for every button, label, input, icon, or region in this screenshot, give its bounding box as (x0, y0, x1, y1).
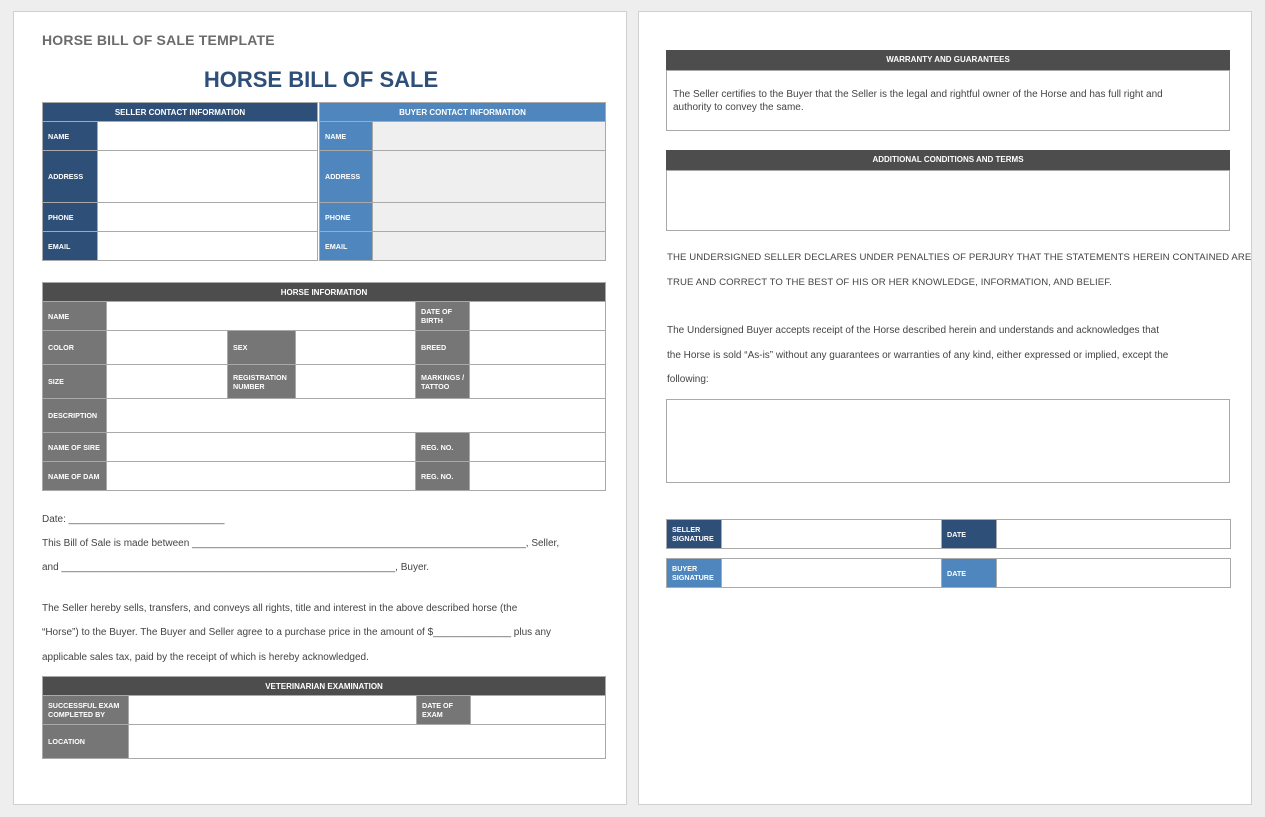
dam-reg-no-field[interactable] (470, 462, 606, 491)
date-of-exam-label: DATE OF EXAM (417, 696, 471, 725)
signature-table (666, 519, 1231, 549)
buyer-phone-label: PHONE (320, 203, 373, 232)
registration-number-field[interactable] (296, 365, 416, 399)
seller-address-label: ADDRESS (43, 151, 98, 203)
additional-terms-field[interactable] (666, 170, 1230, 231)
seller-date-label: DATE (942, 520, 997, 549)
sex-field[interactable] (296, 331, 416, 365)
date-of-exam-field[interactable] (471, 696, 606, 725)
contact-info-table (42, 102, 606, 261)
made-between-line: This Bill of Sale is made between ____________________________________________________________, Seller, (42, 538, 560, 549)
horse-name-field[interactable] (107, 302, 416, 331)
buyer-name-field[interactable] (373, 122, 606, 151)
breed-field[interactable] (470, 331, 606, 365)
breed-label: BREED (416, 331, 470, 365)
buyer-signature-field[interactable] (722, 559, 942, 588)
date-of-birth-label: DATE OF BIRTH (416, 302, 470, 331)
buyer-email-field[interactable] (373, 232, 606, 261)
declaration-line-1: THE UNDERSIGNED SELLER DECLARES UNDER PENALTIES OF PERJURY THAT THE STATEMENTS HEREIN CONTAINED ARE (667, 252, 1252, 263)
seller-phone-label: PHONE (43, 203, 98, 232)
seller-address-field[interactable] (98, 151, 318, 203)
horse-info-table (42, 282, 606, 491)
buyer-address-field[interactable] (373, 151, 606, 203)
registration-number-label: REGISTRATION NUMBER (228, 365, 296, 399)
date-of-birth-field[interactable] (470, 302, 606, 331)
buyer-signature-label: BUYER SIGNATURE (667, 559, 722, 588)
horse-name-label: NAME (43, 302, 107, 331)
sale-paragraph-line-3: applicable sales tax, paid by the receipt of which is hereby acknowledged. (42, 652, 369, 663)
seller-email-field[interactable] (98, 232, 318, 261)
buyer-signature-table (666, 558, 1231, 588)
seller-phone-field[interactable] (98, 203, 318, 232)
size-label: SIZE (43, 365, 107, 399)
buyer-date-label: DATE (942, 559, 997, 588)
buyer-address-label: ADDRESS (320, 151, 373, 203)
dam-reg-no-label: REG. NO. (416, 462, 470, 491)
sire-reg-no-field[interactable] (470, 433, 606, 462)
document-page-2 (638, 11, 1252, 805)
seller-name-label: NAME (43, 122, 98, 151)
additional-terms-header: ADDITIONAL CONDITIONS AND TERMS (666, 150, 1230, 170)
description-field[interactable] (107, 399, 606, 433)
exam-location-label: LOCATION (43, 725, 129, 759)
template-title: HORSE BILL OF SALE TEMPLATE (42, 32, 275, 48)
name-of-sire-label: NAME OF SIRE (43, 433, 107, 462)
document-page-1 (13, 11, 627, 805)
seller-signature-label: SELLER SIGNATURE (667, 520, 722, 549)
seller-contact-header: SELLER CONTACT INFORMATION (43, 103, 318, 122)
markings-field[interactable] (470, 365, 606, 399)
buyer-accepts-line-3: following: (667, 374, 709, 385)
warranty-box (666, 70, 1230, 131)
exam-location-field[interactable] (129, 725, 606, 759)
declaration-line-2: TRUE AND CORRECT TO THE BEST OF HIS OR HER KNOWLEDGE, INFORMATION, AND BELIEF. (667, 277, 1112, 288)
exceptions-field[interactable] (666, 399, 1230, 483)
sale-paragraph-line-2: “Horse”) to the Buyer. The Buyer and Seller agree to a purchase price in the amount of $______________ plus any (42, 627, 552, 638)
buyer-phone-field[interactable] (373, 203, 606, 232)
buyer-date-field[interactable] (997, 559, 1231, 588)
buyer-email-label: EMAIL (320, 232, 373, 261)
warranty-line-2: authority to convey the same. (673, 102, 804, 113)
vet-exam-table (42, 676, 606, 759)
name-of-dam-label: NAME OF DAM (43, 462, 107, 491)
buyer-accepts-line-1: The Undersigned Buyer accepts receipt of the Horse described herein and understands and acknowledges that (667, 325, 1159, 336)
date-line: Date: ____________________________ (42, 514, 225, 525)
seller-email-label: EMAIL (43, 232, 98, 261)
sire-reg-no-label: REG. NO. (416, 433, 470, 462)
description-label: DESCRIPTION (43, 399, 107, 433)
buyer-contact-header: BUYER CONTACT INFORMATION (320, 103, 606, 122)
markings-label: MARKINGS / TATTOO (416, 365, 470, 399)
and-buyer-line: and ____________________________________________________________, Buyer. (42, 562, 430, 573)
exam-completed-by-label: SUCCESSFUL EXAM COMPLETED BY (43, 696, 129, 725)
seller-name-field[interactable] (98, 122, 318, 151)
name-of-dam-field[interactable] (107, 462, 416, 491)
warranty-line-1: The Seller certifies to the Buyer that the Seller is the legal and rightful owner of the Horse and has full right and (673, 89, 1163, 100)
exam-completed-by-field[interactable] (129, 696, 417, 725)
size-field[interactable] (107, 365, 228, 399)
buyer-name-label: NAME (320, 122, 373, 151)
horse-info-header: HORSE INFORMATION (43, 283, 606, 302)
color-field[interactable] (107, 331, 228, 365)
warranty-header: WARRANTY AND GUARANTEES (666, 50, 1230, 70)
name-of-sire-field[interactable] (107, 433, 416, 462)
color-label: COLOR (43, 331, 107, 365)
seller-date-field[interactable] (997, 520, 1231, 549)
sex-label: SEX (228, 331, 296, 365)
document-title: HORSE BILL OF SALE (203, 67, 439, 92)
vet-exam-header: VETERINARIAN EXAMINATION (43, 677, 606, 696)
seller-signature-field[interactable] (722, 520, 942, 549)
buyer-accepts-line-2: the Horse is sold “As-is” without any guarantees or warranties of any kind, either expressed or implied, except the (667, 350, 1169, 361)
sale-paragraph-line-1: The Seller hereby sells, transfers, and conveys all rights, title and interest in the above described horse (the (42, 603, 518, 614)
